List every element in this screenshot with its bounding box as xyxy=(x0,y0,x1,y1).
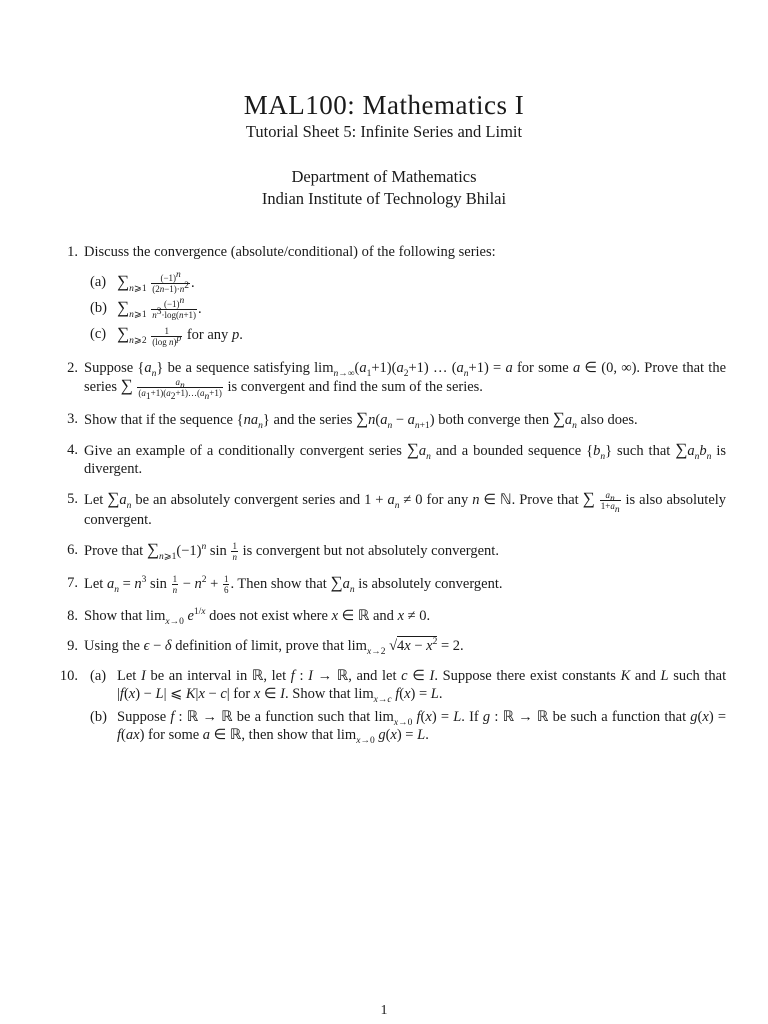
problem-number: 1. xyxy=(67,244,78,260)
problem-number: 2. xyxy=(67,359,78,376)
problem-8: 8. Show that $\lim_{x\to 0} e^{1/x}$ does not exist where x ∈ ℝ and x ≠ 0. xyxy=(54,607,726,625)
problem-text: Let xyxy=(84,491,104,508)
problem-text: also does. xyxy=(580,411,638,428)
department-block xyxy=(0,166,768,210)
problem-text: does not exist where xyxy=(209,608,328,625)
problem-6: 6. Prove that $\sum_{n⩾1}(-1)^n$ sin $\frac{1}{n}$ is convergent but not absolutely convergent. xyxy=(54,541,726,562)
problem-text: . Show that xyxy=(285,686,351,703)
problem-text: be such a function that xyxy=(552,709,687,726)
subproblem-text: for any xyxy=(186,327,229,344)
problem-text: Discuss the convergence (absolute/conditional) of the following series: xyxy=(84,244,496,260)
problem-text: Show that if the sequence xyxy=(84,411,233,428)
problem-4: 4. Give an example of a conditionally convergent series $\sum a_n$ and a bounded sequence $\{b_n\}$ such that $\sum a_nb_n$ is divergent. xyxy=(54,441,726,478)
problem-number: 8. xyxy=(67,608,78,625)
problem-number: 3. xyxy=(67,410,78,427)
problem-text: , and let xyxy=(348,668,397,685)
problem-2: 2. Suppose $\{a_n\}$ be a sequence satisfying $\lim_{n\to\infty}(a_1+1)(a_2+1)$ … $(a_n+1) = a$ for some a ∈ (0, ∞). Prove that the series ∑ $\frac{a_n}{(a_1+1)(a_2+1)\dots(a_n+1)}$ is convergent and find the sum of the series. xyxy=(54,359,726,398)
problem-number: 6. xyxy=(67,541,78,558)
problem-text: Give an example of a conditionally convergent series xyxy=(84,442,402,459)
problem-text: and a bounded sequence xyxy=(435,442,582,459)
problem-text: and the series xyxy=(273,411,353,428)
problem-text: Prove that the series xyxy=(84,359,727,395)
problem-text: be a sequence satisfying xyxy=(167,359,310,376)
problem-text: for some xyxy=(516,359,569,376)
problem-text: and xyxy=(634,668,656,685)
problem-list xyxy=(54,243,726,756)
problem-text: both converge then xyxy=(438,411,550,428)
page-subtitle: Tutorial Sheet 5: Infinite Series and Limit xyxy=(245,122,523,141)
problem-7: 7. Let $a_n = n^3$ sin $\frac{1}{n}$ − $n^2$ + $\frac{1}{6}$ . Then show that $\sum a_n$ is absolutely convergent. xyxy=(54,574,726,595)
subproblem-label: (c) xyxy=(90,326,107,343)
problem-9: 9. Using the ϵ − δ definition of limit, prove that $\lim_{x\to 2} √4x - x^2 = 2$. xyxy=(54,637,726,655)
problem-text: be a function such that xyxy=(236,709,371,726)
problem-text: Suppose xyxy=(117,709,167,726)
problem-text: . Then show that xyxy=(230,576,327,593)
subproblem-label: (a) xyxy=(90,274,107,290)
problem-number: 10. xyxy=(59,668,78,685)
problem-text: such that xyxy=(673,668,727,685)
problem-text: is also absolutely convergent. xyxy=(84,491,727,528)
subproblem-10b: (b) Suppose f : ℝ → ℝ be a function such that $\lim_{x\to 0} f(x) = L$. If g : ℝ → ℝ be such a function that g(x) = f(ax) for some a ∈ ℝ, then show that $\lim_{x\to 0} g(x) = L$. xyxy=(90,709,727,747)
problem-5: 5. Let $\sum a_n$ be an absolutely convergent series and $1 + a_n \ne 0$ for any n ∈ ℕ. Prove that ∑ $\frac{a_n}{1+a_n}$ is also absolutely convergent. xyxy=(54,490,726,529)
problem-number: 9. xyxy=(67,638,78,655)
problem-text: . Suppose there exist constants xyxy=(434,668,616,685)
problem-text: for xyxy=(233,686,251,703)
problem-text: be an interval in xyxy=(150,668,248,685)
institute-name: Indian Institute of Technology Bhilai xyxy=(261,189,507,208)
problem-text: Let xyxy=(117,668,137,685)
problem-text: Suppose xyxy=(84,359,134,376)
problem-text: such that xyxy=(617,442,671,459)
problem-text: for any xyxy=(426,491,469,508)
problem-text: Using the xyxy=(84,638,140,655)
problem-number: 7. xyxy=(67,575,78,592)
problem-text: is divergent. xyxy=(84,442,727,477)
problem-number: 4. xyxy=(67,441,78,458)
problem-10 xyxy=(54,667,727,747)
subproblem-1b: (b) $\sum_{n⩾1}$ $\frac{(-1)^n}{n^3\cdot\log(n+1)}$ . xyxy=(90,296,202,321)
subproblem-1c: (c) $\sum_{n⩾2}$ $\frac{1}{(\log n)^p}$ for any p. xyxy=(90,324,243,347)
subproblem-10a: (a) Let I be an interval in ℝ, let f : I → ℝ, and let c ∈ I. Suppose there exist constants K and L such that |f(x) − L| ⩽ K|x − c| for x ∈ I. Show that $\lim_{x\to c} f(x) = L$. xyxy=(90,668,727,706)
subproblem-1a: (a) $\sum_{n⩾1}$ $\frac{(-1)^n}{(2n-1)\cdot n^2}$ . xyxy=(90,270,195,295)
problem-1 xyxy=(54,243,726,347)
problem-text: be an absolutely convergent series and xyxy=(135,491,361,508)
problem-text: , let xyxy=(263,668,287,685)
problem-text: . If xyxy=(461,709,479,726)
page-title: MAL100: Mathematics I xyxy=(243,90,525,120)
problem-text: Prove that xyxy=(84,542,144,559)
problem-number: 5. xyxy=(67,490,78,507)
subproblem-label: (b) xyxy=(90,709,107,726)
page-number: 1 xyxy=(380,1003,388,1018)
problem-3: 3. Show that if the sequence $\{na_n\}$ and the series $\sum n(a_n - a_{n+1})$ both converge then $\sum a_n$ also does. xyxy=(54,410,726,429)
problem-text: is convergent and find the sum of the series. xyxy=(227,378,483,395)
problem-text: . Prove that xyxy=(511,491,579,508)
subproblem-label: (a) xyxy=(90,668,107,685)
department-name: Department of Mathematics xyxy=(291,167,477,186)
problem-text: , then show that xyxy=(241,727,334,744)
problem-text: definition of limit, prove that xyxy=(175,638,344,655)
problem-text: is absolutely convergent. xyxy=(358,576,503,593)
problem-text: Show that xyxy=(84,608,143,625)
problem-text: Let xyxy=(84,576,104,593)
problem-text: and xyxy=(373,608,394,625)
subproblem-label: (b) xyxy=(90,300,107,317)
problem-text: for some xyxy=(148,727,200,744)
problem-text: is convergent but not absolutely convergent. xyxy=(242,542,499,559)
